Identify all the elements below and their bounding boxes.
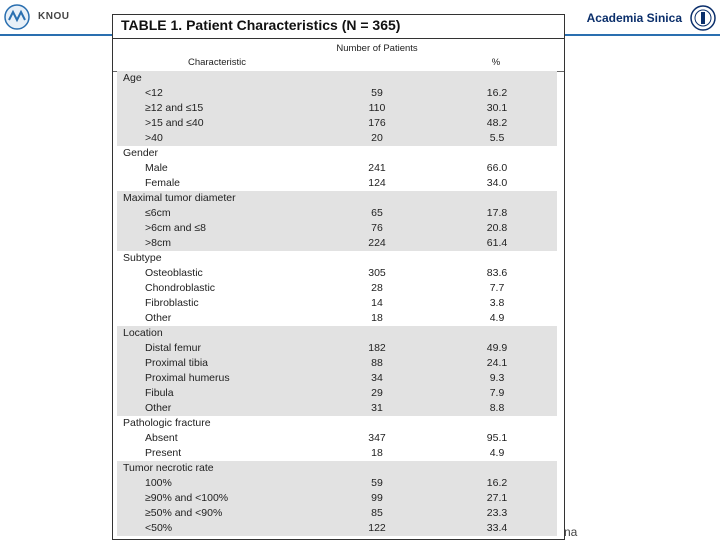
table-row — [113, 476, 564, 491]
patient-count: 65 — [371, 207, 383, 219]
title-divider — [113, 38, 564, 39]
patient-percent: 48.2 — [486, 117, 508, 129]
patient-percent: 16.2 — [486, 87, 508, 99]
table-row — [113, 356, 564, 371]
table-row — [113, 506, 564, 521]
table-row — [113, 371, 564, 386]
row-label: ≥50% and <90% — [145, 507, 223, 519]
patient-count: 122 — [368, 522, 386, 534]
table-row — [113, 401, 564, 416]
table-row — [113, 236, 564, 251]
table-row — [113, 221, 564, 236]
group-label: Pathologic fracture — [123, 417, 211, 429]
patient-count: 110 — [368, 102, 386, 114]
row-label: >15 and ≤40 — [145, 117, 204, 129]
patient-count: 124 — [368, 177, 386, 189]
patient-percent: 5.5 — [489, 132, 505, 144]
table-row — [113, 296, 564, 311]
table-row — [113, 116, 564, 131]
patient-percent: 23.3 — [486, 507, 508, 519]
patient-percent: 30.1 — [486, 102, 508, 114]
patient-percent: 49.9 — [486, 342, 508, 354]
row-label: Present — [145, 447, 182, 459]
patient-count: 85 — [371, 507, 383, 519]
patient-percent: 95.1 — [486, 432, 508, 444]
row-label: Female — [145, 177, 181, 189]
patient-percent: 83.6 — [486, 267, 508, 279]
patient-count: 176 — [368, 117, 386, 129]
row-label: ≥12 and ≤15 — [145, 102, 204, 114]
patient-percent: 4.9 — [489, 447, 505, 459]
table-row — [113, 281, 564, 296]
patient-percent: 66.0 — [486, 162, 508, 174]
group-label: Tumor necrotic rate — [123, 462, 214, 474]
table-row — [113, 176, 564, 191]
row-label: Proximal tibia — [145, 357, 209, 369]
org-name: Academia Sinica — [586, 11, 682, 25]
row-shading — [117, 326, 557, 341]
group-label: Maximal tumor diameter — [123, 192, 236, 204]
knou-label: KNOU — [38, 11, 70, 22]
patient-count: 241 — [368, 162, 386, 174]
table-row — [113, 446, 564, 461]
patient-percent: 24.1 — [486, 357, 508, 369]
table-row — [113, 386, 564, 401]
row-label: <12 — [145, 87, 163, 99]
row-label: Other — [145, 402, 172, 414]
row-label: Distal femur — [145, 342, 202, 354]
table-row — [113, 521, 564, 536]
row-label: 100% — [145, 477, 172, 489]
table-row — [113, 161, 564, 176]
patient-count: 31 — [371, 402, 383, 414]
table-row — [113, 86, 564, 101]
group-label: Subtype — [123, 252, 162, 264]
table-row — [113, 131, 564, 146]
patient-percent: 16.2 — [486, 477, 508, 489]
knou-logo-icon — [4, 4, 30, 30]
row-label: Chondroblastic — [145, 282, 216, 294]
table-group-row — [113, 416, 564, 431]
table-row — [113, 491, 564, 506]
patient-percent: 33.4 — [486, 522, 508, 534]
patient-count: 14 — [371, 297, 383, 309]
patient-percent: 20.8 — [486, 222, 508, 234]
patient-count: 59 — [371, 87, 383, 99]
patient-percent: 17.8 — [486, 207, 508, 219]
footer-fragment: na — [564, 525, 578, 539]
patient-count: 59 — [371, 477, 383, 489]
column-header-percent: % — [491, 57, 501, 68]
patient-count: 99 — [371, 492, 383, 504]
table-row — [113, 101, 564, 116]
table-row — [113, 431, 564, 446]
row-label: Fibroblastic — [145, 297, 199, 309]
patient-percent: 7.7 — [489, 282, 505, 294]
patient-count: 20 — [371, 132, 383, 144]
row-label: >40 — [145, 132, 163, 144]
row-label: >6cm and ≤8 — [145, 222, 206, 234]
patient-percent: 8.8 — [489, 402, 505, 414]
patient-characteristics-table — [112, 14, 565, 540]
column-header-number: Number of Patients — [336, 43, 418, 54]
row-label: <50% — [145, 522, 173, 534]
table-group-row — [113, 191, 564, 206]
academia-sinica-seal-icon — [690, 5, 716, 31]
table-group-row — [113, 326, 564, 341]
column-header-characteristic: Characteristic — [187, 57, 247, 68]
row-label: Other — [145, 312, 172, 324]
patient-count: 29 — [371, 387, 383, 399]
table-row — [113, 206, 564, 221]
patient-count: 182 — [368, 342, 386, 354]
row-label: ≤6cm — [145, 207, 171, 219]
table-body — [113, 71, 564, 536]
group-label: Location — [123, 327, 163, 339]
patient-count: 305 — [368, 267, 386, 279]
patient-percent: 34.0 — [486, 177, 508, 189]
patient-percent: 9.3 — [489, 372, 505, 384]
patient-count: 76 — [371, 222, 383, 234]
row-label: >8cm — [145, 237, 171, 249]
row-label: ≥90% and <100% — [145, 492, 229, 504]
patient-count: 224 — [368, 237, 386, 249]
row-label: Fibula — [145, 387, 174, 399]
row-label: Male — [145, 162, 168, 174]
group-label: Age — [123, 72, 142, 84]
table-row — [113, 266, 564, 281]
row-shading — [117, 71, 557, 86]
patient-count: 347 — [368, 432, 386, 444]
patient-count: 18 — [371, 312, 383, 324]
row-label: Osteoblastic — [145, 267, 203, 279]
table-group-row — [113, 251, 564, 266]
table-row — [113, 341, 564, 356]
table-title: TABLE 1. Patient Characteristics (N = 365) — [121, 17, 401, 33]
patient-count: 34 — [371, 372, 383, 384]
group-label: Gender — [123, 147, 159, 159]
patient-percent: 61.4 — [486, 237, 508, 249]
patient-percent: 27.1 — [486, 492, 508, 504]
patient-count: 88 — [371, 357, 383, 369]
patient-count: 18 — [371, 447, 383, 459]
table-group-row — [113, 71, 564, 86]
row-label: Proximal humerus — [145, 372, 230, 384]
patient-count: 28 — [371, 282, 383, 294]
table-group-row — [113, 461, 564, 476]
table-group-row — [113, 146, 564, 161]
table-row — [113, 311, 564, 326]
row-label: Absent — [145, 432, 178, 444]
patient-percent: 7.9 — [489, 387, 505, 399]
patient-percent: 3.8 — [489, 297, 505, 309]
patient-percent: 4.9 — [489, 312, 505, 324]
